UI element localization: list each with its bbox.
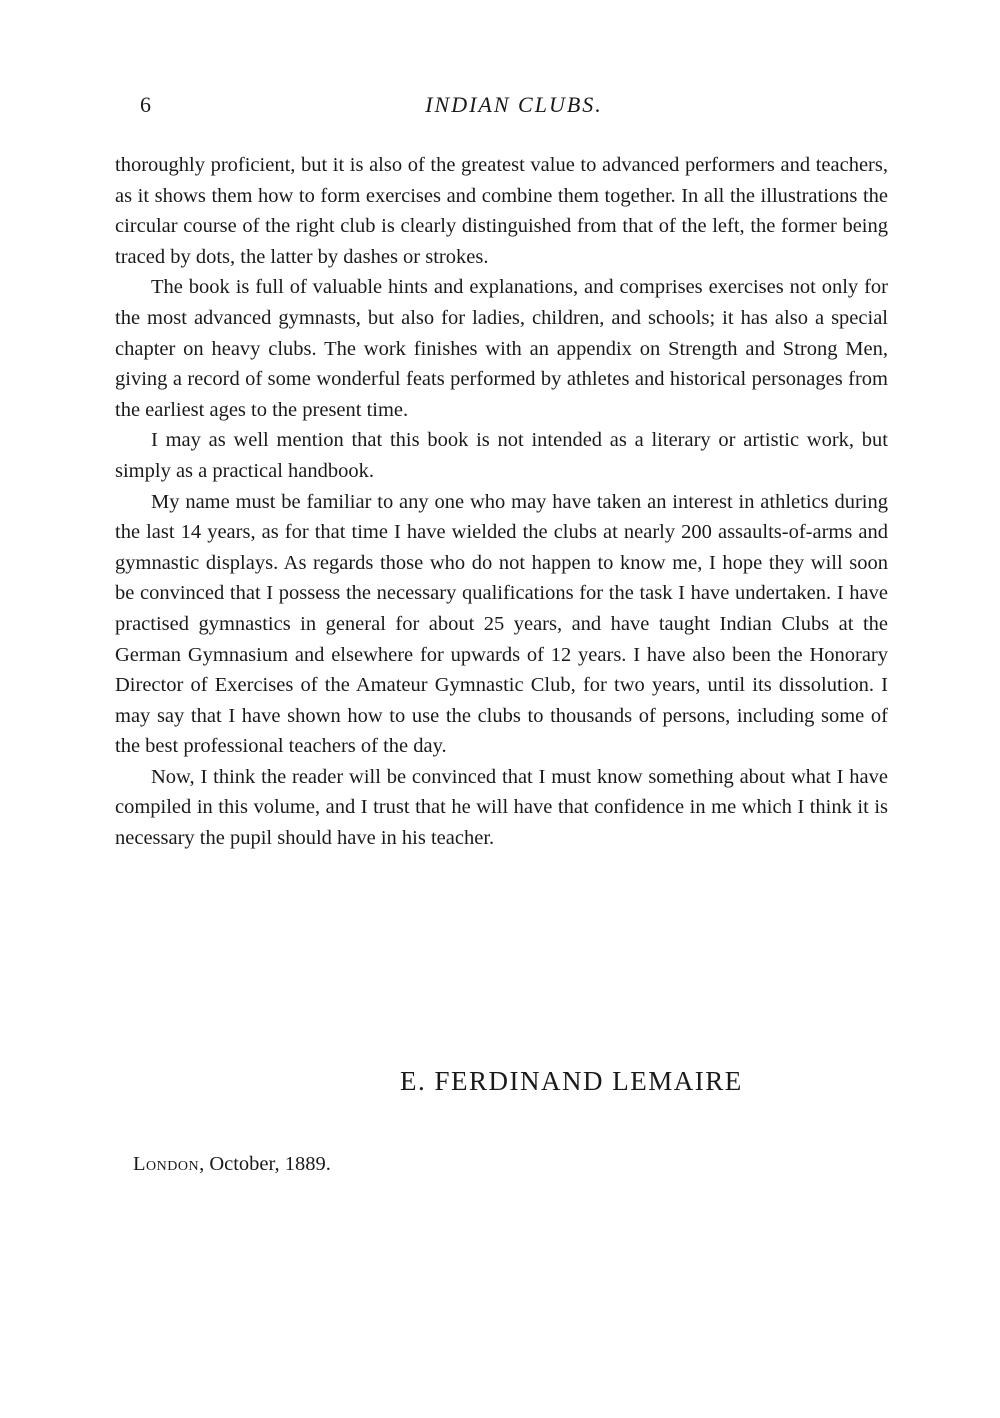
dateline	[133, 1153, 331, 1176]
paragraph-2: The book is full of valuable hints and explanations, and comprises exercises not only for the most advanced gymnasts, but also for ladies, children, and schools; it has also a special chapter on heavy clubs. The work finishes with an appendix on Strength and Strong Men, giving a record of some wonderful feats performed by athletes and historical personages from the earliest ages to the present time.	[115, 276, 888, 421]
paragraph-4: My name must be familiar to any one who may have taken an interest in athletics during the last 14 years, as for that time I have wielded the clubs at nearly 200 assaults-of-arms and gymnastic displays. As regards those who do not happen to know me, I hope they will soon be convinced that I possess the necessary qualifications for the task I have undertaken. I have practised gymnastics in general for about 25 years, and have taught Indian Clubs at the German Gymnasium and elsewhere for upwards of 12 years. I have also been the Honorary Director of Exercises of the Amateur Gymnastic Club, for two years, until its dissolution. I may say that I have shown how to use the clubs to thousands of persons, including some of the best professional teachers of the day.	[115, 490, 888, 758]
paragraph-3: I may as well mention that this book is not intended as a literary or artistic work, but simply as a practical handbook.	[115, 429, 888, 482]
page-number: 6	[140, 92, 151, 117]
dateline-date: , October, 1889.	[199, 1153, 331, 1175]
author-signature: E. FERDINAND LEMAIRE	[400, 1066, 743, 1096]
body-text	[115, 150, 888, 854]
running-title: INDIAN CLUBS.	[425, 92, 603, 117]
paragraph-1: thoroughly proficient, but it is also of the greatest value to advanced performers and teachers, as it shows them how to form exercises and combine them together. In all the illustrations the circular course of the right club is clearly distinguished from that of the left, the former being traced by dots, the latter by dashes or strokes.	[115, 154, 888, 268]
paragraph-5: Now, I think the reader will be convinced that I must know something about what I have compiled in this volume, and I trust that he will have that confidence in me which I think it is necessary the pupil should have in his teacher.	[115, 765, 888, 850]
dateline-place: London	[133, 1153, 200, 1175]
page-header	[140, 92, 888, 124]
